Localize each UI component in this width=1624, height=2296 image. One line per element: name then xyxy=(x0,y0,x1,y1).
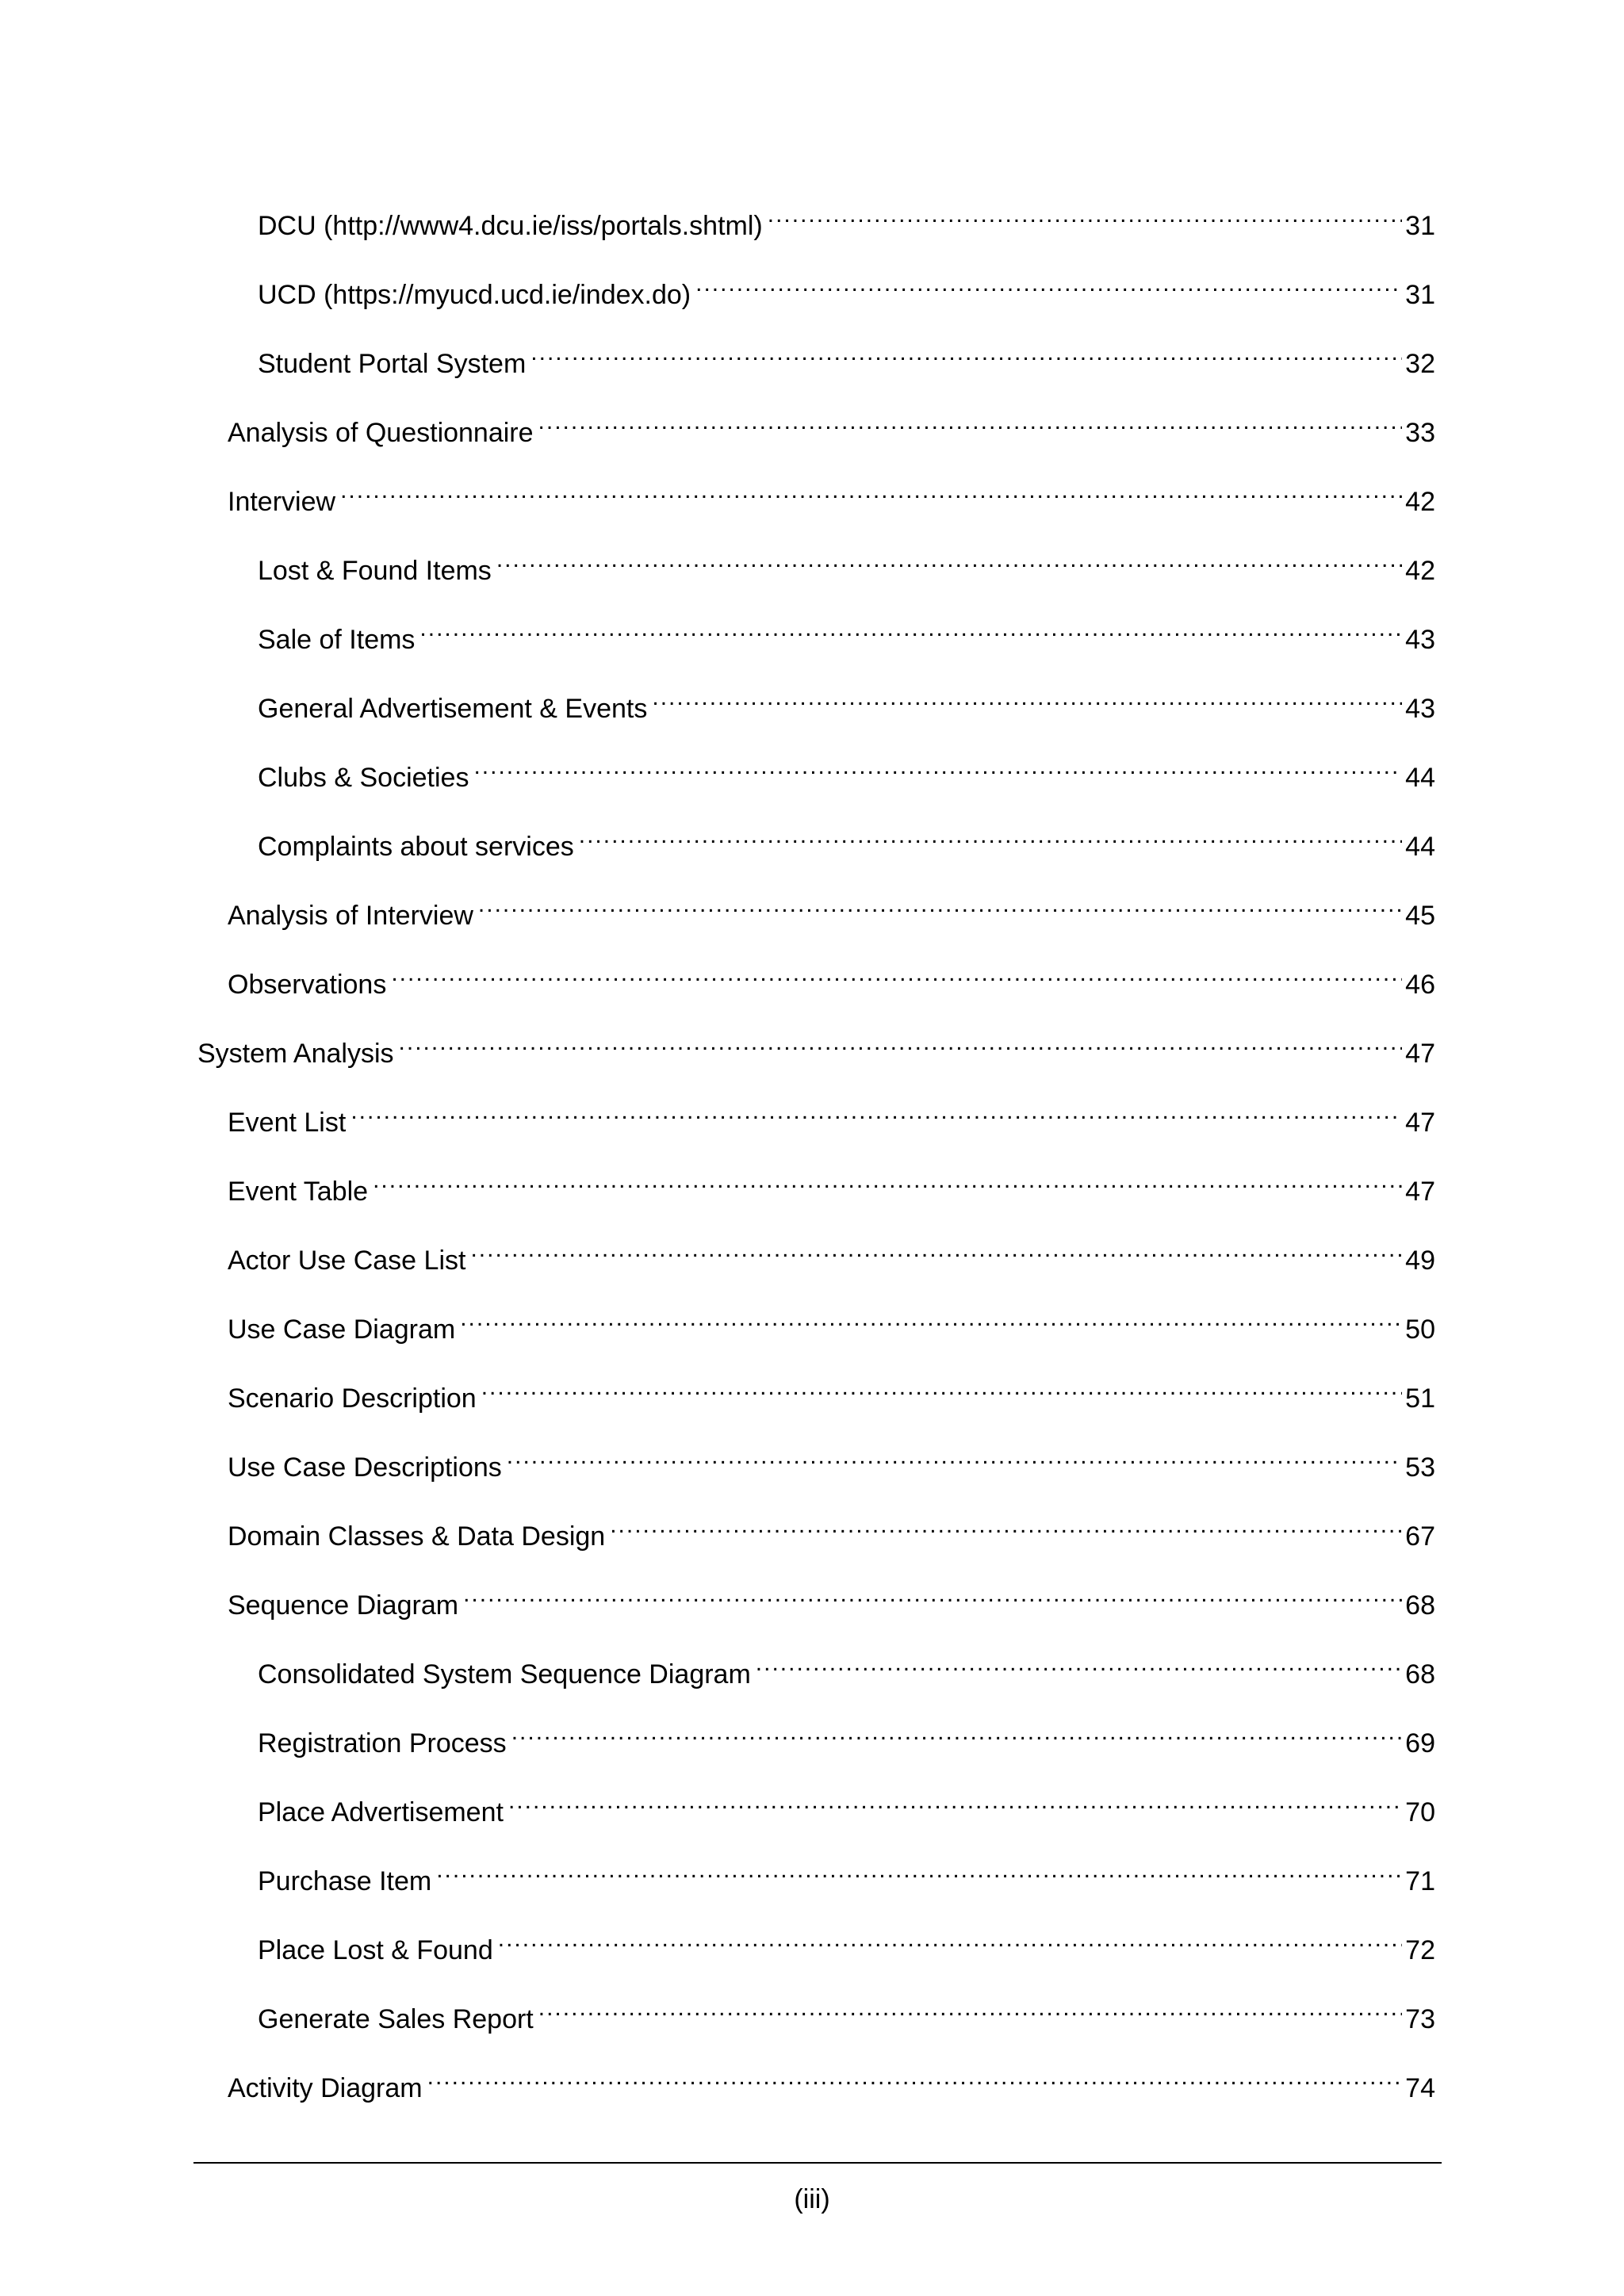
dot-leader xyxy=(610,1507,1402,1545)
dot-leader xyxy=(496,541,1402,580)
dot-leader xyxy=(695,266,1402,304)
dot-leader xyxy=(498,1921,1402,1959)
dot-leader xyxy=(460,1300,1402,1338)
toc-entry-page: 51 xyxy=(1405,1383,1435,1414)
toc-entry[interactable] xyxy=(228,886,1435,935)
toc-entry[interactable] xyxy=(228,1300,1435,1349)
toc-entry-page: 71 xyxy=(1405,1866,1435,1896)
toc-entry-title: Activity Diagram xyxy=(228,2073,423,2103)
toc-entry-page: 68 xyxy=(1405,1659,1435,1689)
toc-entry[interactable] xyxy=(228,1369,1435,1418)
dot-leader xyxy=(508,1783,1402,1821)
toc-entry[interactable] xyxy=(258,610,1435,659)
toc-entry[interactable] xyxy=(258,1852,1435,1900)
toc-entry[interactable] xyxy=(258,1783,1435,1831)
toc-entry[interactable] xyxy=(258,1714,1435,1762)
toc-entry[interactable] xyxy=(258,335,1435,383)
dot-leader xyxy=(470,1231,1402,1269)
dot-leader xyxy=(463,1576,1402,1614)
footer-divider xyxy=(193,2162,1442,2164)
toc-entry-page: 44 xyxy=(1405,763,1435,793)
toc-entry-title: Sale of Items xyxy=(258,625,416,655)
toc-entry-title: Sequence Diagram xyxy=(228,1590,459,1621)
toc-entry-title: General Advertisement & Events xyxy=(258,694,648,724)
dot-leader xyxy=(579,817,1402,855)
toc-entry[interactable] xyxy=(228,1438,1435,1487)
dot-leader xyxy=(373,1162,1402,1200)
toc-entry-title: Registration Process xyxy=(258,1728,507,1758)
toc-entry-page: 46 xyxy=(1405,970,1435,1000)
dot-leader xyxy=(530,335,1402,373)
toc-entry-title: Generate Sales Report xyxy=(258,2004,534,2034)
toc-entry-title: Observations xyxy=(228,970,387,1000)
dot-leader xyxy=(399,1024,1402,1062)
toc-entry-title: Use Case Diagram xyxy=(228,1314,456,1345)
toc-entry-title: Domain Classes & Data Design xyxy=(228,1521,606,1552)
toc-entry-title: Place Advertisement xyxy=(258,1797,504,1827)
toc-entry-page: 50 xyxy=(1405,1314,1435,1345)
toc-entry[interactable] xyxy=(228,1576,1435,1624)
dot-leader xyxy=(768,197,1402,235)
toc-entry-page: 47 xyxy=(1405,1039,1435,1069)
toc-entry-title: Actor Use Case List xyxy=(228,1246,466,1276)
toc-entry-title: UCD (https://myucd.ucd.ie/index.do) xyxy=(258,280,691,310)
toc-entry-page: 68 xyxy=(1405,1590,1435,1621)
toc-entry-page: 42 xyxy=(1405,487,1435,517)
dot-leader xyxy=(350,1093,1402,1131)
dot-leader xyxy=(652,679,1402,718)
toc-entry[interactable] xyxy=(258,541,1435,590)
toc-entry[interactable] xyxy=(228,404,1435,452)
toc-entry-page: 74 xyxy=(1405,2073,1435,2103)
dot-leader xyxy=(436,1852,1402,1890)
toc-entry-page: 49 xyxy=(1405,1246,1435,1276)
toc-entry[interactable] xyxy=(228,1093,1435,1142)
dot-leader xyxy=(756,1645,1402,1683)
dot-leader xyxy=(538,404,1402,442)
toc-entry-page: 43 xyxy=(1405,694,1435,724)
toc-entry-page: 67 xyxy=(1405,1521,1435,1552)
toc-entry[interactable] xyxy=(228,473,1435,521)
toc-entry-page: 31 xyxy=(1405,280,1435,310)
toc-entry-page: 43 xyxy=(1405,625,1435,655)
toc-entry-title: System Analysis xyxy=(197,1039,394,1069)
toc-entry-title: Clubs & Societies xyxy=(258,763,469,793)
toc-entry-page: 32 xyxy=(1405,349,1435,379)
dot-leader xyxy=(481,1369,1402,1407)
toc-entry[interactable] xyxy=(258,1645,1435,1693)
toc-entry[interactable] xyxy=(258,817,1435,866)
toc-entry[interactable] xyxy=(228,1231,1435,1280)
dot-leader xyxy=(473,748,1402,786)
toc-entry-title: Interview xyxy=(228,487,336,517)
dot-leader xyxy=(507,1438,1402,1476)
dot-leader xyxy=(511,1714,1402,1752)
toc-entry[interactable] xyxy=(228,2059,1435,2107)
toc-entry-page: 73 xyxy=(1405,2004,1435,2034)
toc-entry-title: Purchase Item xyxy=(258,1866,432,1896)
toc-entry-title: Consolidated System Sequence Diagram xyxy=(258,1659,751,1689)
dot-leader xyxy=(391,955,1402,993)
dot-leader xyxy=(538,1990,1402,2028)
toc-entry-page: 42 xyxy=(1405,556,1435,586)
toc-entry[interactable] xyxy=(258,1990,1435,2038)
dot-leader xyxy=(340,473,1402,511)
toc-entry-page: 45 xyxy=(1405,901,1435,931)
toc-entry-title: Analysis of Questionnaire xyxy=(228,418,534,448)
toc-entry-page: 47 xyxy=(1405,1108,1435,1138)
toc-entry-title: Event Table xyxy=(228,1177,369,1207)
toc-entry[interactable] xyxy=(228,1507,1435,1556)
toc-entry-page: 44 xyxy=(1405,832,1435,862)
toc-entry[interactable] xyxy=(197,1024,1435,1073)
dot-leader xyxy=(427,2059,1402,2097)
toc-entry-title: Analysis of Interview xyxy=(228,901,473,931)
toc-entry[interactable] xyxy=(258,266,1435,314)
toc-entry-title: DCU (http://www4.dcu.ie/iss/portals.shtml) xyxy=(258,211,763,241)
toc-entry-page: 47 xyxy=(1405,1177,1435,1207)
toc-entry-title: Use Case Descriptions xyxy=(228,1452,502,1483)
toc-entry-title: Student Portal System xyxy=(258,349,527,379)
toc-entry[interactable] xyxy=(258,748,1435,797)
toc-entry-page: 69 xyxy=(1405,1728,1435,1758)
toc-entry-page: 72 xyxy=(1405,1935,1435,1965)
toc-entry[interactable] xyxy=(258,197,1435,245)
toc-entry-page: 31 xyxy=(1405,211,1435,241)
toc-entry-page: 33 xyxy=(1405,418,1435,448)
dot-leader xyxy=(478,886,1402,924)
toc-entry[interactable] xyxy=(228,1162,1435,1211)
toc-entry-page: 53 xyxy=(1405,1452,1435,1483)
toc-entry-title: Scenario Description xyxy=(228,1383,477,1414)
toc-entry-title: Event List xyxy=(228,1108,347,1138)
toc-entry[interactable] xyxy=(228,955,1435,1004)
toc-entry[interactable] xyxy=(258,679,1435,728)
page-number: (iii) xyxy=(794,2184,830,2214)
toc-entry-page: 70 xyxy=(1405,1797,1435,1827)
toc-entry-title: Complaints about services xyxy=(258,832,574,862)
toc-entry-title: Lost & Found Items xyxy=(258,556,492,586)
dot-leader xyxy=(419,610,1402,649)
toc-entry-title: Place Lost & Found xyxy=(258,1935,493,1965)
toc-entry[interactable] xyxy=(258,1921,1435,1969)
